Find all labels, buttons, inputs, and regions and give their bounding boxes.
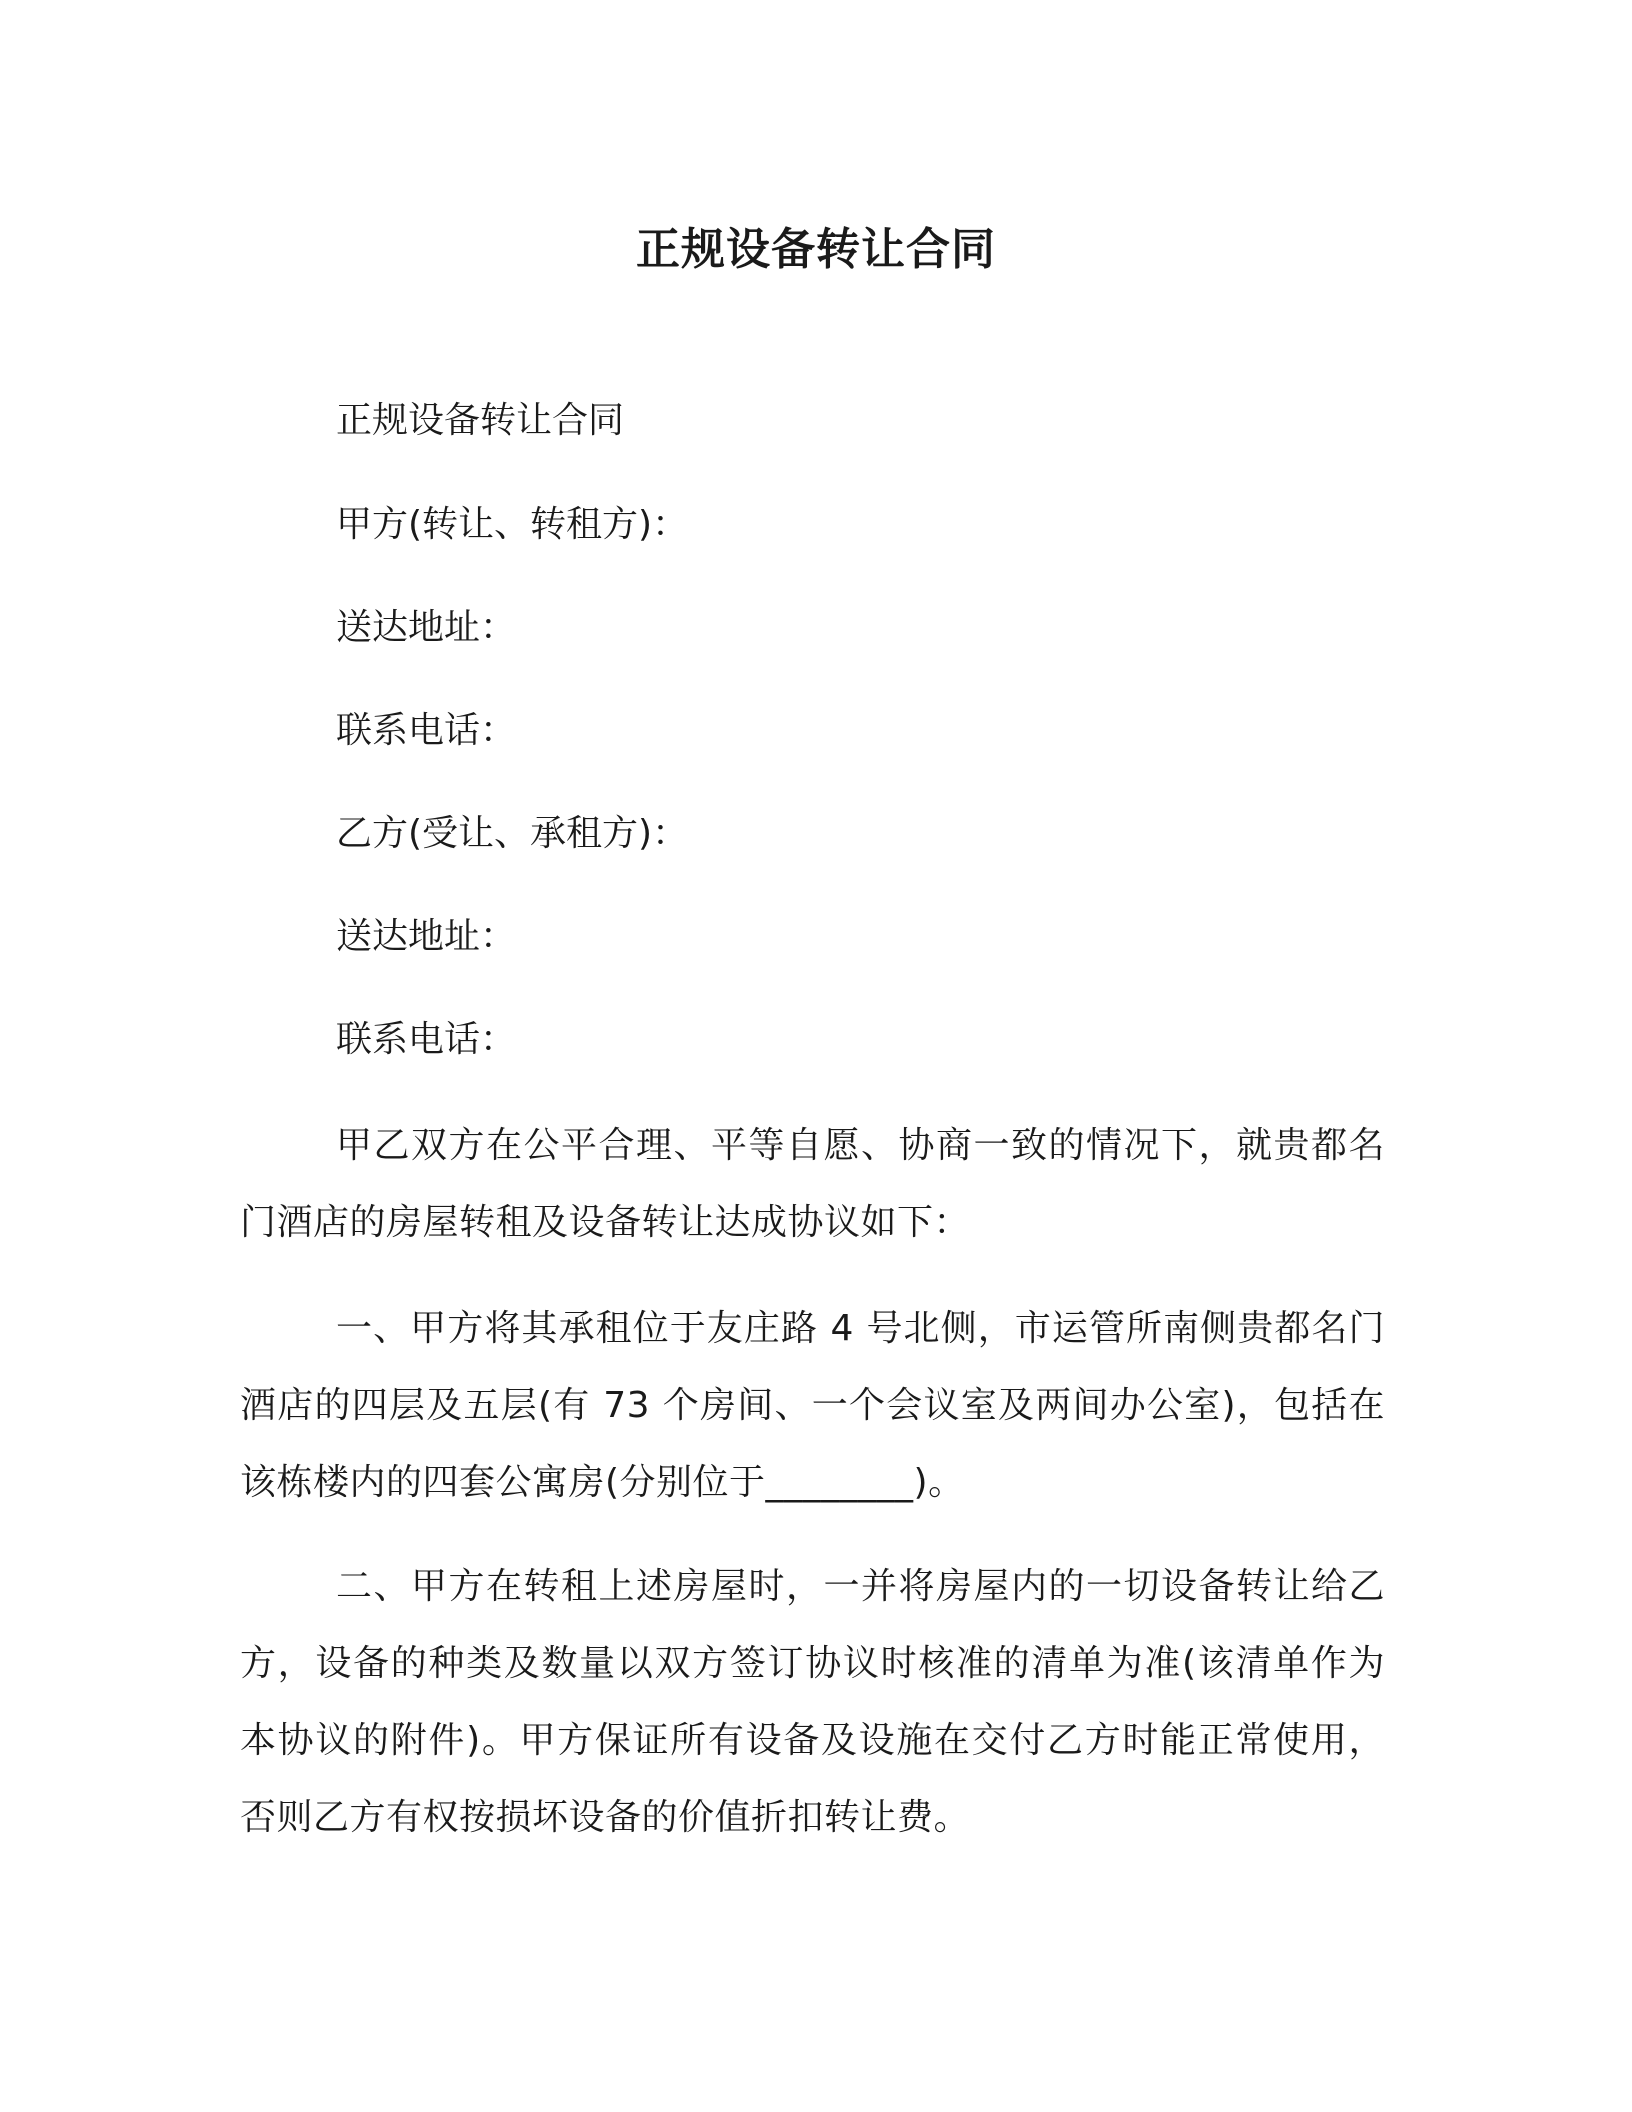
document-title: 正规设备转让合同 [636,224,996,275]
clause-1-paragraph: 一、甲方将其承租位于友庄路 4 号北侧，市运管所南侧贵都名门酒店的四层及五层(有 73 个房间、一个会议室及两间办公室)，包括在该栋楼内的四套公寓房(分别位于________)。 [240,1308,1385,1503]
party-a-label: 甲方(转让、转租方)： [336,504,689,545]
clause-2-paragraph: 二、甲方在转租上述房屋时，一并将房屋内的一切设备转让给乙方，设备的种类及数量以双方签订协议时核准的清单为准(该清单作为本协议的附件)。甲方保证所有设备及设施在交付乙方时能正常使用，否则乙方有权按损坏设备的价值折扣转让费。 [240,1566,1385,1838]
party-b-label: 乙方(受让、承租方)： [336,813,689,854]
intro-paragraph: 甲乙双方在公平合理、平等自愿、协商一致的情况下，就贵都名门酒店的房屋转租及设备转让达成协议如下： [240,1125,1385,1243]
party-a-phone-label: 联系电话： [336,710,517,751]
document-subtitle: 正规设备转让合同 [336,400,625,441]
party-a-address-label: 送达地址： [336,607,517,648]
party-b-phone-label: 联系电话： [336,1019,517,1060]
party-b-address-label: 送达地址： [336,916,517,957]
